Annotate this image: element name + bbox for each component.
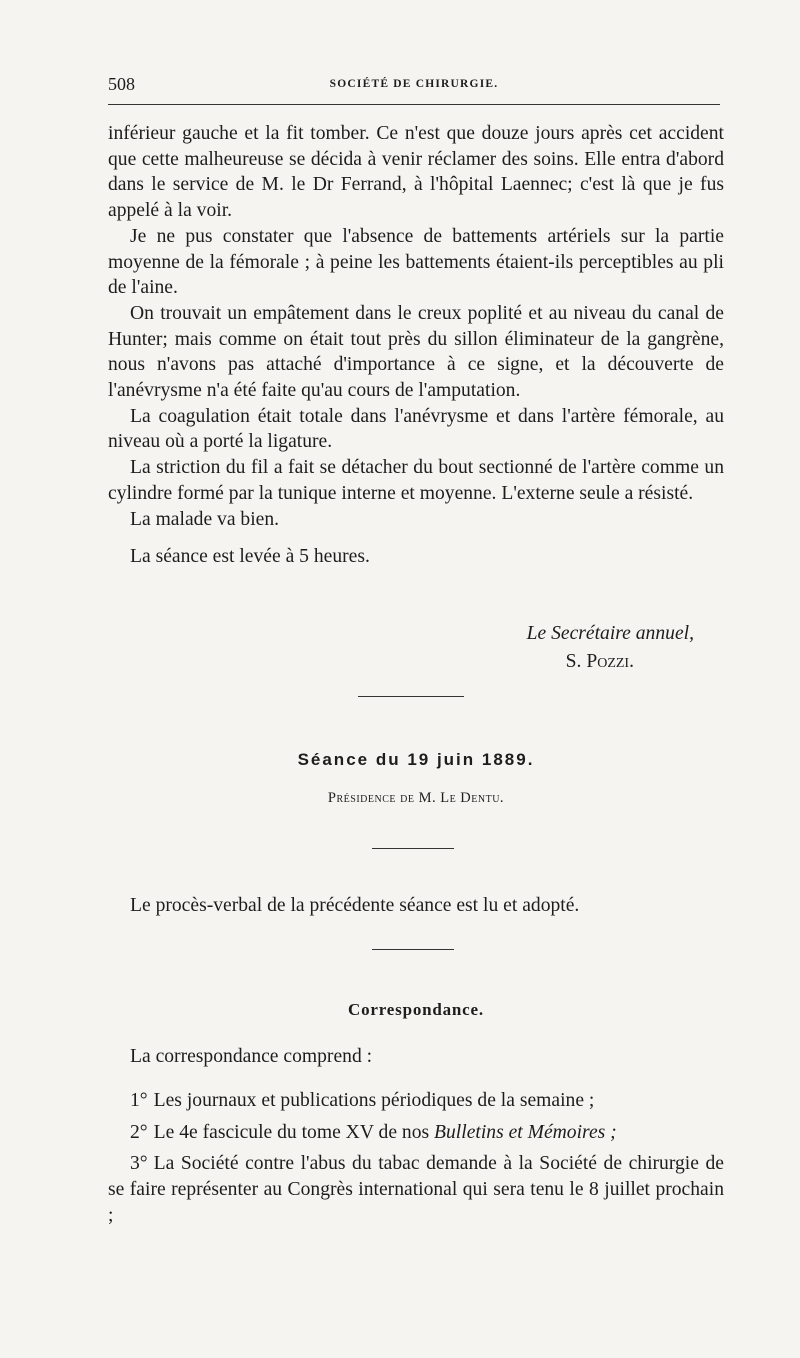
- list-item-number: 2°: [130, 1121, 148, 1143]
- paragraph: La coagulation était totale dans l'anévrysme et dans l'artère fémorale, au niveau où a porté la ligature.: [108, 405, 724, 453]
- paragraph: On trouvait un empâtement dans le creux poplité et au niveau du canal de Hunter; mais comme on était tout près du sillon éliminateur de la gangrène, nous n'avons pas attaché d'importance à ce signe, et la découverte de l'anévrysme n'a été faite qu'au cours de l'amputation.: [108, 302, 724, 402]
- list-item-italic: Bulletins et Mémoires ;: [434, 1121, 617, 1143]
- running-title: SOCIÉTÉ DE CHIRURGIE.: [329, 78, 499, 90]
- list-item-text: Le 4e fascicule du tome XV de nos: [153, 1121, 435, 1143]
- correspondence-list: [108, 1088, 724, 1229]
- closing-line: La séance est levée à 5 heures.: [130, 546, 370, 568]
- list-item-number: 3°: [130, 1153, 148, 1175]
- body-text: [108, 121, 724, 570]
- correspondence-intro: La correspondance comprend :: [130, 1046, 373, 1067]
- section-divider: [358, 696, 464, 697]
- list-item: [108, 1151, 724, 1228]
- list-item: [108, 1120, 724, 1146]
- paragraph: Je ne pus constater que l'absence de battements artériels sur la partie moyenne de la fémorale ; à peine les battements étaient-ils perceptibles au pli de l'aine.: [108, 225, 724, 299]
- page-header: [108, 74, 720, 98]
- signature-block: [108, 620, 724, 676]
- paragraph: inférieur gauche et la fit tomber. Ce n'est que douze jours après cet accident que cette malheureuse se décida à venir réclamer des soins. Elle entra d'abord dans le service de M. le Dr Ferrand, à l'hôpital Laennec; c'est là que je fus appelé à la voir.: [108, 123, 724, 222]
- list-item-number: 1°: [130, 1090, 148, 1111]
- minutes-line: Le procès-verbal de la précédente séance est lu et adopté.: [130, 895, 580, 916]
- session-presidency: Présidence de M. Le Dentu.: [327, 790, 505, 806]
- list-item-text: Les journaux et publications périodiques de la semaine ;: [153, 1090, 595, 1111]
- section-heading: Correspondance.: [348, 1000, 484, 1019]
- section-divider: [372, 848, 454, 849]
- list-item: [108, 1088, 724, 1114]
- paragraph: La striction du fil a fait se détacher du bout sectionné de l'artère comme un cylindre formé par la tunique interne et moyenne. L'externe seule a résisté.: [108, 457, 724, 504]
- header-rule: [108, 104, 720, 105]
- paragraph: La malade va bien.: [130, 508, 280, 530]
- signature-title: Le Secrétaire annuel,: [526, 623, 694, 644]
- section-divider: [372, 949, 454, 950]
- list-item-text: La Société contre l'abus du tabac demande à la Société de chirurgie de se faire représenter au Congrès international qui sera tenu le 8 juillet prochain ;: [108, 1153, 724, 1226]
- page-number: 508: [108, 74, 135, 94]
- session-title: Séance du 19 juin 1889.: [297, 750, 535, 769]
- signature-name: S. Pozzi.: [565, 651, 634, 672]
